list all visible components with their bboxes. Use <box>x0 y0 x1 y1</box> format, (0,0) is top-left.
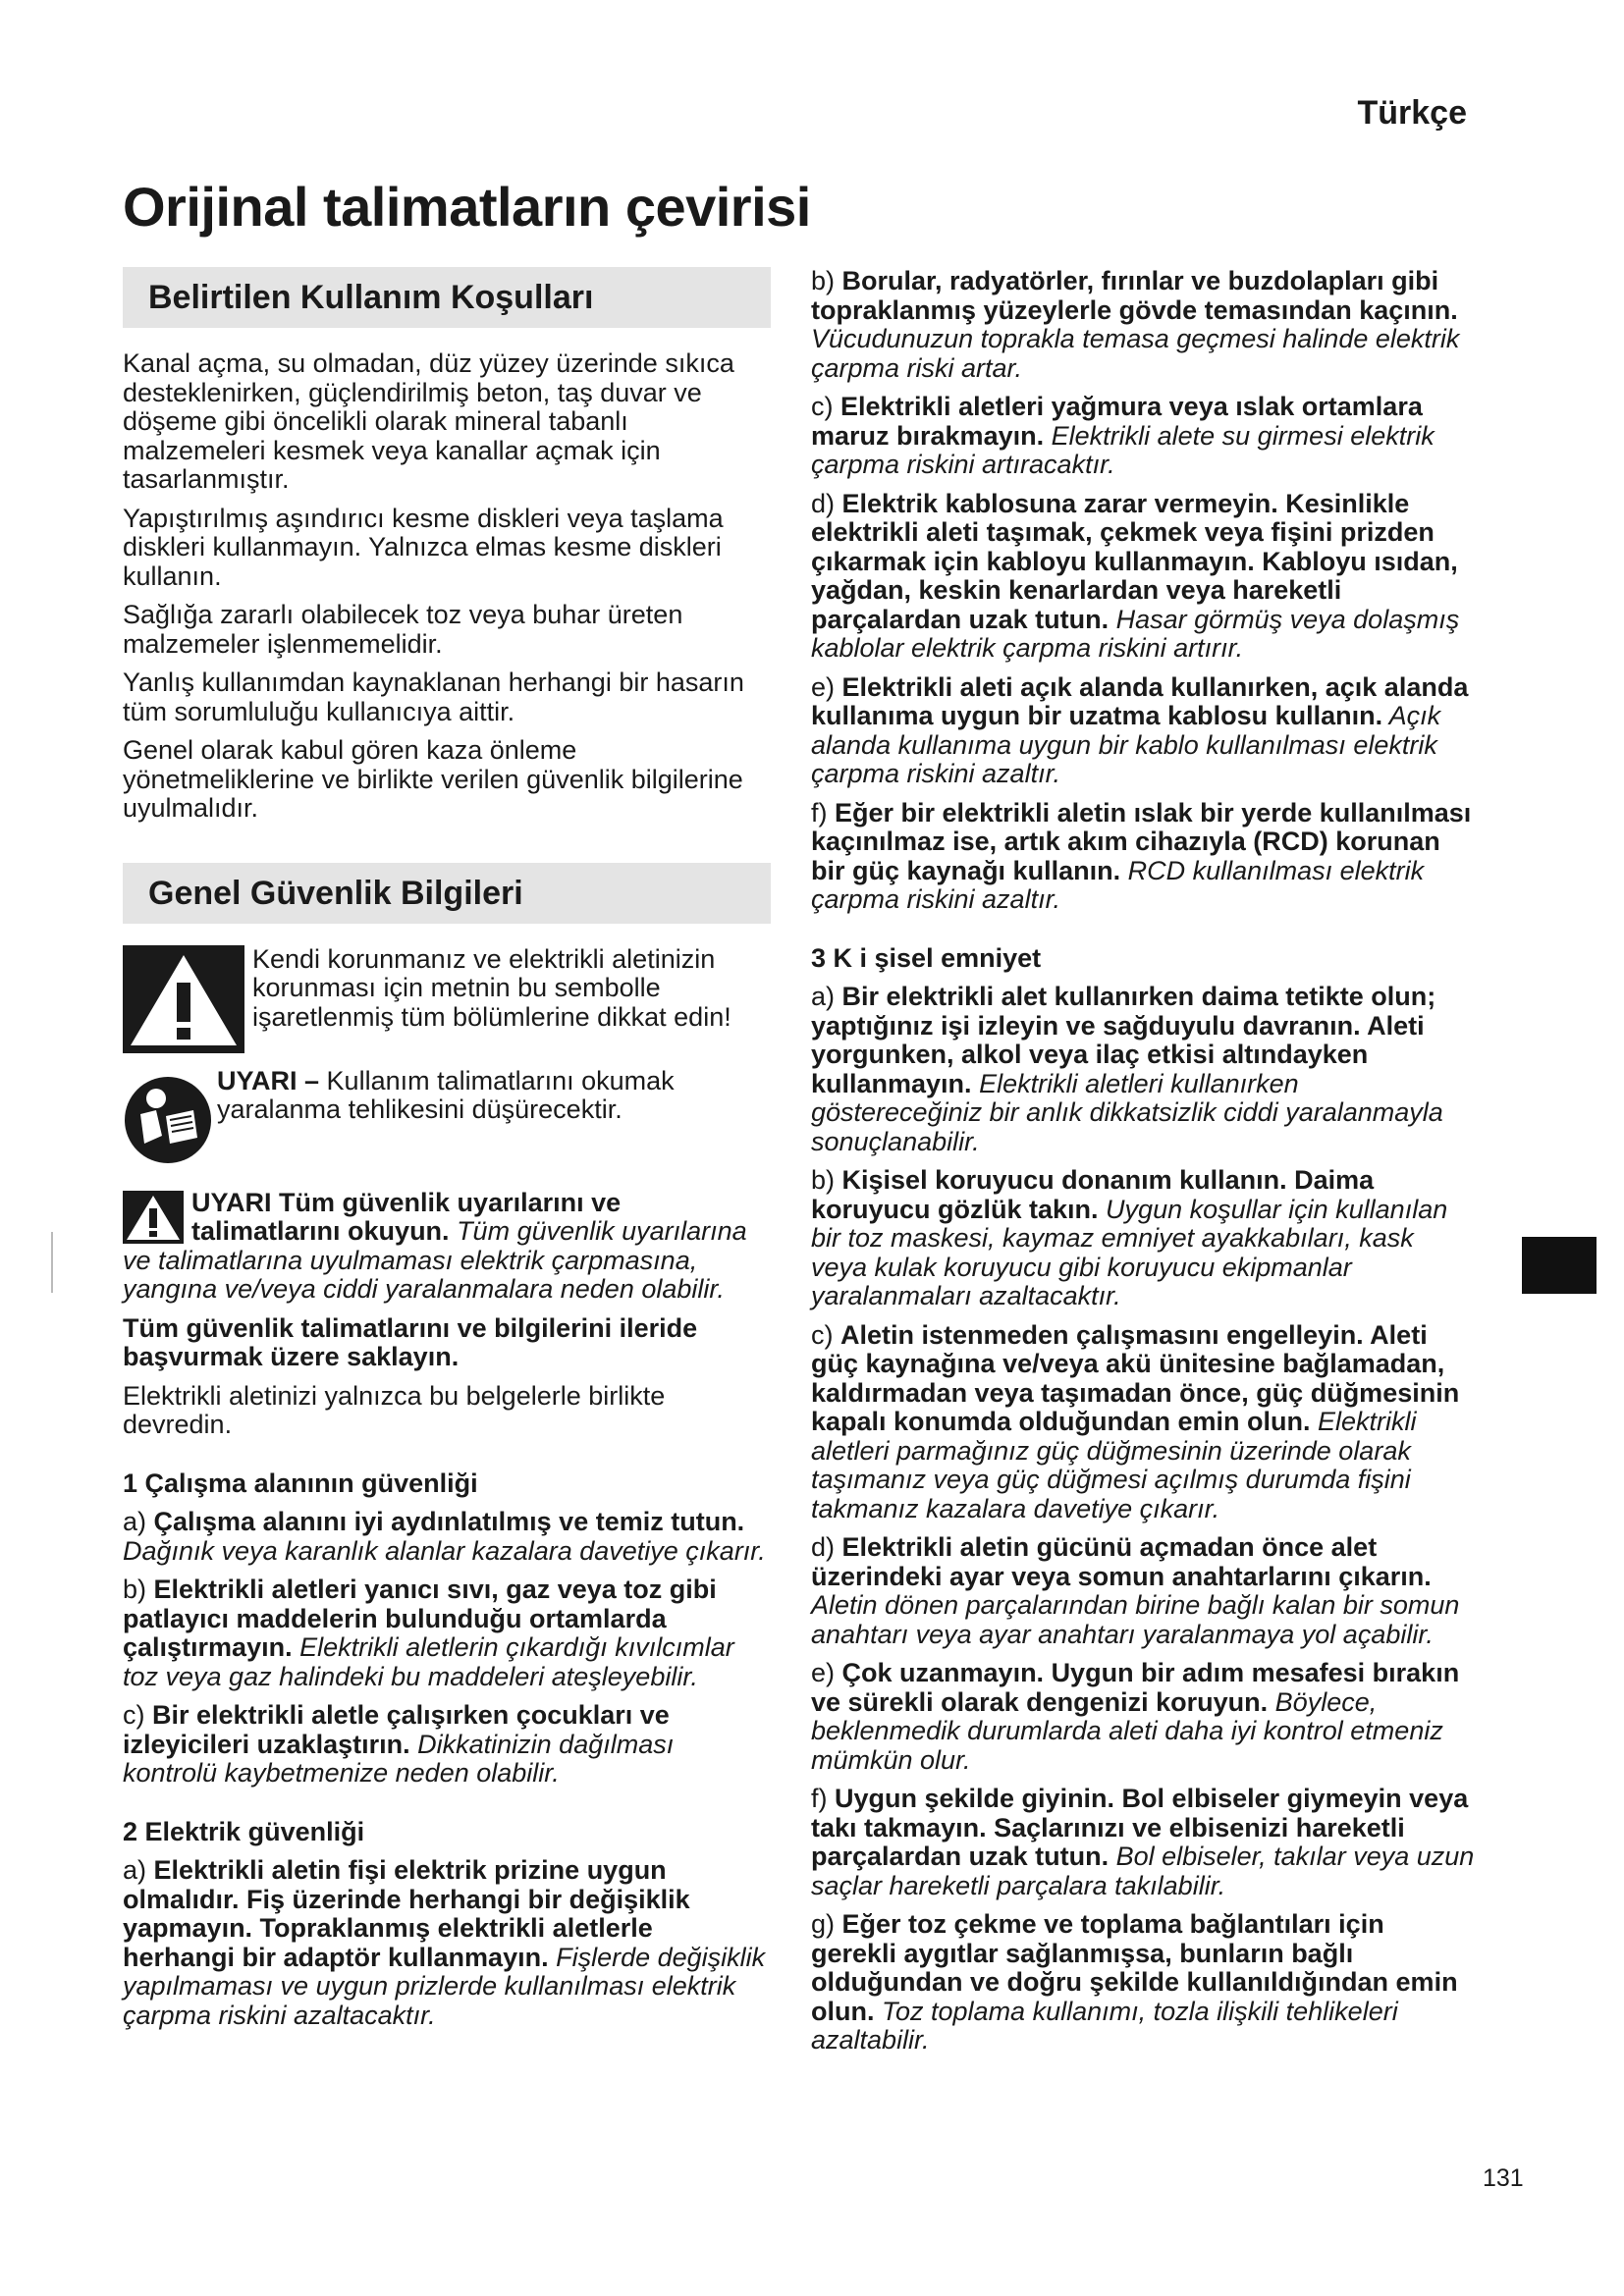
work-area-heading: 1 Çalışma alanının güvenliği <box>123 1468 478 1498</box>
page-title: Orijinal talimatların çevirisi <box>123 176 811 238</box>
electrical-item <box>123 1856 771 2030</box>
item-bold: Uygun şekilde giyinin. Bol elbiseler giymeyin veya takı takmayın. Saçlarınızı ve elbisenizi hareketli parçalardan uzak tutun. <box>811 1784 1469 1871</box>
item-italic: Elektrikli alete su girmesi elektrik çarpma riskini artıracaktır. <box>811 420 1435 479</box>
item-prefix: d) <box>811 1532 842 1562</box>
work-area-item <box>123 1701 771 1789</box>
language-label: Türkçe <box>1357 94 1467 132</box>
section-tab-marker <box>1522 1237 1597 1294</box>
item-italic: Elektrikli aletlerin çıkardığı kıvılcımlar toz veya gaz halindeki bu maddeleri ateşleyebilir. <box>123 1632 734 1691</box>
personal-safety-heading: 3 K i şisel emniyet <box>811 942 1042 973</box>
item-prefix: a) <box>811 982 842 1011</box>
personal-safety-item <box>811 1659 1475 1775</box>
electrical-item <box>811 673 1475 789</box>
item-bold: Eğer bir elektrikli aletin ıslak bir yerde kullanılması kaçınılmaz ise, artık akım cihazıyla (RCD) korunan bir güç kaynağı kullanın. <box>811 797 1472 885</box>
item-bold: Çalışma alanını iyi aydınlatılmış ve temiz tutun. <box>153 1507 745 1536</box>
margin-line <box>51 1232 53 1293</box>
item-bold: Elektrikli aletin fişi elektrik prizine uygun olmalıdır. Fiş üzerinde herhangi bir değişiklik yapmayın. Topraklanmış elektrikli aletlerle herhangi bir adaptör kullanmayın. <box>123 1855 690 1972</box>
item-italic: Dikkatinizin dağılması kontrolü kaybetmenize neden olabilir. <box>123 1729 675 1788</box>
item-bold: Elektrikli aleti açık alanda kullanırken, açık alanda kullanıma uygun bir uzatma kablosu kullanın. <box>811 671 1469 730</box>
item-italic: RCD kullanılması elektrik çarpma riskini azaltır. <box>811 855 1425 914</box>
item-bold: Elektrik kablosuna zarar vermeyin. Kesinlikle elektrikli aleti taşımak, çekmek veya fişini prizden çıkarmak için kabloyu kullanmayın. Kabloyu ısıdan, yağdan, keskin kenarlardan veya hareketli parçalardan uzak tutun. <box>811 488 1458 634</box>
left-column <box>123 267 771 2040</box>
intended-use-paragraph: Sağlığa zararlı olabilecek toz veya buhar üreten malzemeler işlenmemelidir. <box>123 600 683 659</box>
electrical-item <box>811 799 1475 915</box>
item-italic: Elektrikli aletleri kullanırken göstereceğiniz bir anlık dikkatsizlik ciddi yaralanmayla sonuçlanabilir. <box>811 1068 1443 1156</box>
electrical-item <box>811 393 1475 480</box>
item-bold: Bir elektrikli alet kullanırken daima tetikte olun; yaptığınız işi izleyin ve sağduyulu davranın. Aleti yorgunken, alkol veya ilaç etkisi altındayken kullanmayın. <box>811 982 1436 1098</box>
item-bold: Elektrikli aletin gücünü açmadan önce alet üzerindeki ayar veya somun anahtarlarını çıkarın. <box>811 1532 1432 1591</box>
symbol-note-row <box>123 945 771 1053</box>
intended-use-paragraph: Yanlış kullanımdan kaynaklanan herhangi bir hasarın tüm sorumluluğu kullanıcıya aittir. <box>123 667 744 726</box>
personal-safety-item <box>811 983 1475 1156</box>
item-prefix: e) <box>811 1658 842 1687</box>
item-italic: Bol elbiseler, takılar veya uzun saçlar hareketli parçalara takılabilir. <box>811 1842 1475 1900</box>
item-bold: Kişisel koruyucu donanım kullanın. Daima koruyucu gözlük takın. <box>811 1165 1375 1224</box>
item-bold: Elektrikli aletleri yağmura veya ıslak ortamlara maruz bırakmayın. <box>811 392 1423 451</box>
item-bold: Borular, radyatörler, fırınlar ve buzdolapları gibi topraklanmış yüzeylerle gövde temasından kaçının. <box>811 266 1458 325</box>
item-prefix: e) <box>811 671 842 702</box>
item-bold: Çok uzanmayın. Uygun bir adım mesafesi bırakın ve sürekli olarak dengenizi koruyun. <box>811 1658 1460 1717</box>
item-prefix: b) <box>811 266 842 295</box>
item-prefix: a) <box>123 1507 154 1536</box>
item-italic: Açık alanda kullanıma uygun bir kablo kullanılması elektrik çarpma riskini azaltır. <box>811 701 1441 788</box>
section-heading-intended-use: Belirtilen Kullanım Koşulları <box>123 267 771 328</box>
item-italic: Fişlerde değişiklik yapılmaması ve uygun prizlerde kullanılması elektrik çarpma riskini azaltacaktır. <box>123 1942 766 2030</box>
intended-use-paragraph: Kanal açma, su olmadan, düz yüzey üzerinde sıkıca desteklenirken, güçlendirilmiş beton, taş duvar ve döşeme gibi öncelikli olarak mineral tabanlı malzemeleri kesmek veya kanallar açmak için tasarlanmıştır. <box>123 348 734 494</box>
item-prefix: a) <box>123 1855 154 1885</box>
item-prefix: c) <box>811 392 840 421</box>
warning-label: UYARI – <box>217 1065 320 1095</box>
section-heading-general-safety: Genel Güvenlik Bilgileri <box>123 863 771 924</box>
read-manual-row <box>123 1067 771 1165</box>
warning-triangle-icon <box>123 1191 184 1244</box>
warning-triangle-icon <box>123 945 244 1053</box>
read-manual-text <box>217 1067 771 1125</box>
all-warnings-bold: UYARI Tüm güvenlik uyarılarını ve talimatlarını okuyun. <box>191 1187 622 1246</box>
symbol-note-text: Kendi korunmanız ve elektrikli aletinizin korunması için metnin bu sembolle işaretlenmiş tüm bölümlerine dikkat edin! <box>252 943 731 1032</box>
read-manual-icon <box>123 1075 213 1165</box>
item-prefix: d) <box>811 488 842 518</box>
personal-safety-item <box>811 1785 1475 1900</box>
item-bold: Eğer toz çekme ve toplama bağlantıları için gerekli aygıtlar sağlanmışsa, bunların bağlı olduğundan ve doğru şekilde kullanıldığından emin olun. <box>811 1909 1458 2026</box>
item-italic: Böylece, beklenmedik durumlarda aleti daha iyi kontrol etmeniz mümkün olur. <box>811 1686 1443 1775</box>
item-italic: Toz toplama kullanımı, tozla ilişkili tehlikeleri azaltabilir. <box>811 1996 1398 2055</box>
item-prefix: g) <box>811 1909 842 1939</box>
item-prefix: c) <box>811 1319 840 1350</box>
handover-note: Elektrikli aletinizi yalnızca bu belgelerle birlikte devredin. <box>123 1380 666 1439</box>
read-manual-description: Kullanım talimatlarını okumak yaralanma tehlikesini düşürecektir. <box>217 1065 675 1124</box>
electrical-item <box>811 267 1475 383</box>
personal-safety-item <box>811 1533 1475 1649</box>
item-italic: Dağınık veya karanlık alanlar kazalara davetiye çıkarır. <box>123 1535 766 1566</box>
item-italic: Vücudunuzun toprakla temasa geçmesi halinde elektrik çarpma riski artar. <box>811 324 1460 383</box>
item-prefix: b) <box>123 1575 154 1604</box>
page-number: 131 <box>1483 2164 1524 2192</box>
keep-instructions: Tüm güvenlik talimatlarını ve bilgilerini ileride başvurmak üzere saklayın. <box>123 1312 698 1371</box>
item-italic: Aletin dönen parçalarından birine bağlı kalan bir somun anahtarı veya ayar anahtarı yaralanmaya yol açabilir. <box>811 1590 1460 1649</box>
item-italic: Hasar görmüş veya dolaşmış kablolar elektrik çarpma riskini artırır. <box>811 604 1460 663</box>
item-bold: Bir elektrikli aletle çalışırken çocukları ve izleyicileri uzaklaştırın. <box>123 1700 670 1759</box>
personal-safety-item <box>811 1910 1475 2056</box>
item-prefix: b) <box>811 1165 842 1195</box>
electrical-item <box>811 490 1475 664</box>
item-prefix: c) <box>123 1700 152 1730</box>
work-area-item <box>123 1575 771 1691</box>
item-prefix: f) <box>811 1784 835 1813</box>
item-italic: Uygun koşullar için kullanılan bir toz maskesi, kaymaz emniyet ayakkabıları, kask veya kulak koruyucu gibi koruyucu ekipmanlar yaralanmaları azaltacaktır. <box>811 1194 1448 1310</box>
item-bold: Aletin istenmeden çalışmasını engelleyin. Aleti güç kaynağına ve/veya akü ünitesine bağlamadan, kaldırmadan veya taşımadan önce, güç düğmesinin kapalı konumda olduğundan emin olun. <box>811 1319 1460 1436</box>
work-area-item <box>123 1508 771 1566</box>
right-column <box>811 267 1475 2065</box>
item-bold: Elektrikli aletleri yanıcı sıvı, gaz veya toz gibi patlayıcı maddelerin bulunduğu ortamlarda çalıştırmayın. <box>123 1575 717 1662</box>
electrical-heading: 2 Elektrik güvenliği <box>123 1816 365 1846</box>
intended-use-paragraph: Genel olarak kabul gören kaza önleme yönetmeliklerine ve birlikte verilen güvenlik bilgilerine uyulmalıdır. <box>123 735 743 823</box>
personal-safety-item <box>811 1321 1475 1524</box>
item-prefix: f) <box>811 797 835 828</box>
all-warnings-paragraph <box>123 1189 771 1305</box>
intended-use-paragraph: Yapıştırılmış aşındırıcı kesme diskleri veya taşlama diskleri kullanmayın. Yalnızca elmas kesme diskleri kullanın. <box>123 503 724 591</box>
personal-safety-item <box>811 1166 1475 1311</box>
all-warnings-italic: Tüm güvenlik uyarılarına ve talimatlarına uyulmaması elektrik çarpmasına, yangına ve/veya ciddi yaralanmalara neden olabilir. <box>123 1216 747 1304</box>
item-italic: Elektrikli aletleri parmağınız güç düğmesinin üzerinde olarak taşımanız veya güç düğmesi açılmış durumda fişini takmanız kazalara davetiye çıkarır. <box>811 1407 1417 1523</box>
